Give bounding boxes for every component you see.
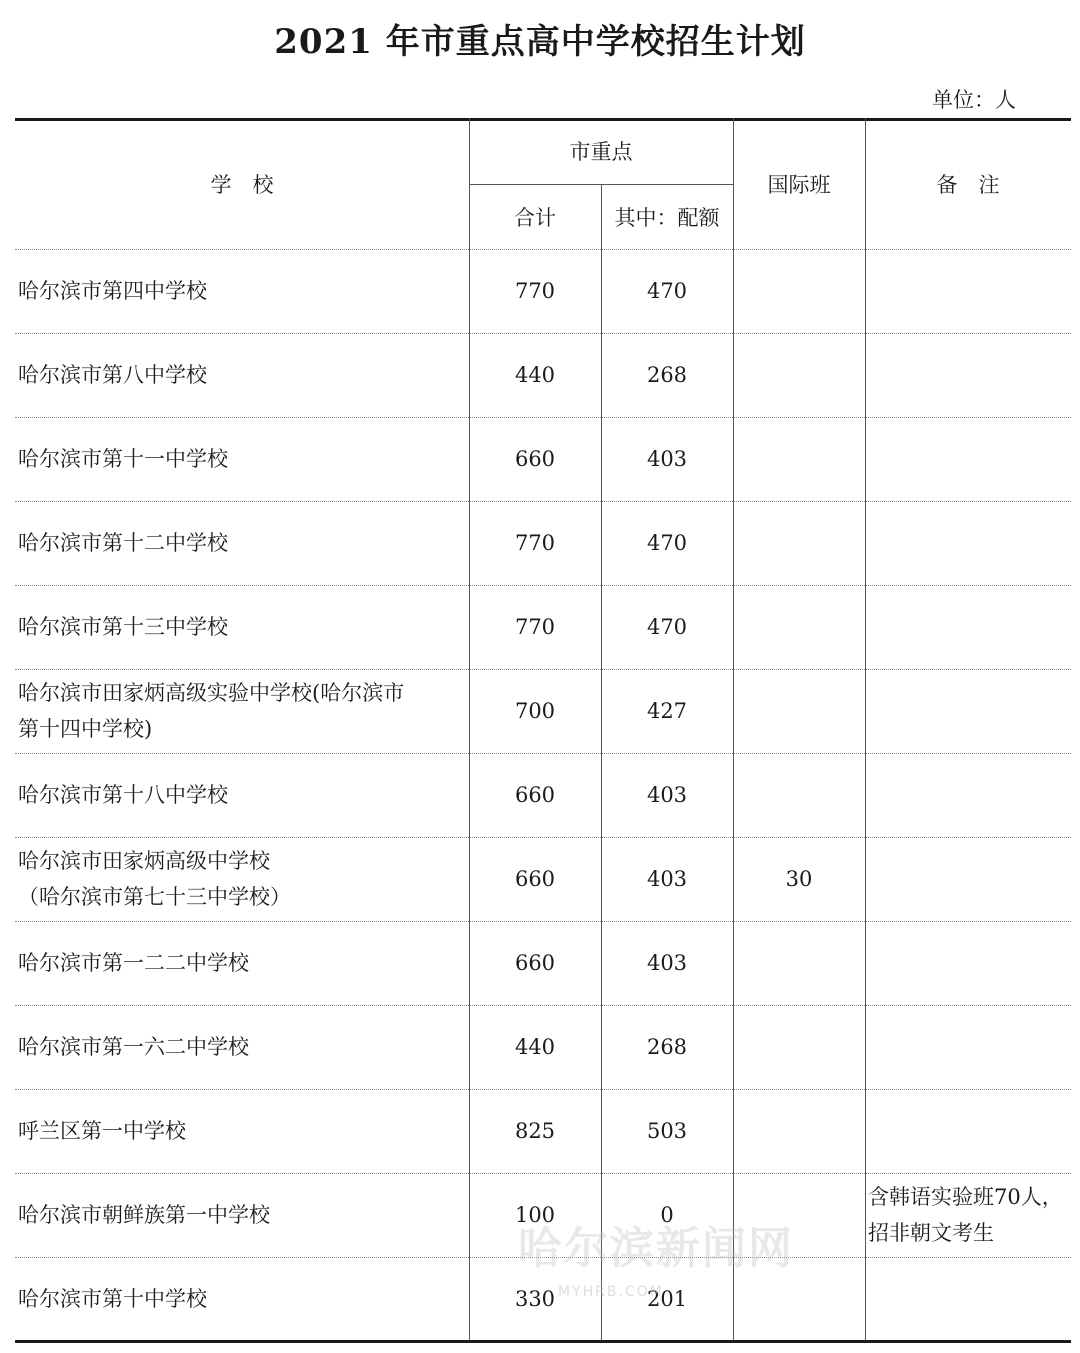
intl-cell (733, 921, 865, 1005)
intl-cell (733, 501, 865, 585)
table-bottom-rule (15, 1340, 1071, 1343)
note-cell (865, 1257, 1071, 1341)
quota-cell: 201 (646, 1287, 688, 1311)
intl-cell: 30 (785, 867, 813, 891)
total-cell: 440 (514, 1035, 556, 1059)
note-cell (865, 249, 1071, 333)
intl-cell (733, 1005, 865, 1089)
intl-cell (733, 249, 865, 333)
quota-cell: 403 (646, 447, 688, 471)
quota-cell: 470 (646, 279, 688, 303)
intl-cell (733, 669, 865, 753)
quota-cell: 427 (646, 699, 688, 723)
header-school: 学 校 (210, 172, 274, 197)
total-cell: 100 (514, 1203, 556, 1227)
intl-cell (733, 753, 865, 837)
note-cell (865, 837, 1071, 921)
note-cell: 含韩语实验班70人， 招非朝文考生 (868, 1185, 1063, 1245)
intl-cell (733, 1089, 865, 1173)
header-note: 备 注 (936, 172, 1000, 197)
page-title: 2021 年市重点高中学校招生计划 (274, 22, 806, 62)
note-cell (865, 753, 1071, 837)
school-name-cell: 哈尔滨市第十二中学校 (18, 531, 228, 555)
school-name-cell: 哈尔滨市第八中学校 (18, 363, 207, 387)
school-name-cell: 哈尔滨市第一六二中学校 (18, 1035, 249, 1059)
total-cell: 825 (514, 1119, 556, 1143)
quota-cell: 268 (646, 363, 688, 387)
school-name-cell: 哈尔滨市第十一中学校 (18, 447, 228, 471)
total-cell: 770 (514, 531, 556, 555)
note-cell (865, 921, 1071, 1005)
quota-cell: 503 (646, 1119, 688, 1143)
total-cell: 660 (514, 447, 556, 471)
total-cell: 770 (514, 279, 556, 303)
total-cell: 440 (514, 363, 556, 387)
note-cell (865, 1005, 1071, 1089)
note-cell (865, 1089, 1071, 1173)
school-name-cell: 哈尔滨市第十三中学校 (18, 615, 228, 639)
total-cell: 660 (514, 867, 556, 891)
quota-cell: 268 (646, 1035, 688, 1059)
school-name-cell: 哈尔滨市朝鲜族第一中学校 (18, 1203, 270, 1227)
intl-cell (733, 585, 865, 669)
intl-cell (733, 333, 865, 417)
quota-cell: 403 (646, 783, 688, 807)
note-cell (865, 417, 1071, 501)
school-name-cell: 哈尔滨市田家炳高级实验中学校(哈尔滨市 第十四中学校) (18, 681, 405, 741)
unit-label: 单位：人 (932, 88, 1016, 112)
enrollment-table (15, 118, 1071, 1343)
intl-cell (733, 417, 865, 501)
total-cell: 660 (514, 783, 556, 807)
school-name-cell: 哈尔滨市第十八中学校 (18, 783, 228, 807)
quota-cell: 470 (646, 615, 688, 639)
header-key-school: 市重点 (569, 140, 633, 164)
header-quota: 其中：配额 (614, 205, 720, 230)
school-name-cell: 哈尔滨市第一二二中学校 (18, 951, 249, 975)
quota-cell: 0 (660, 1203, 674, 1227)
watermark-logo: 哈尔滨新闻网 (518, 1223, 794, 1274)
note-cell (865, 585, 1071, 669)
school-name-cell: 哈尔滨市第四中学校 (18, 279, 207, 303)
quota-cell: 470 (646, 531, 688, 555)
header-total: 合计 (514, 205, 556, 230)
school-name-cell: 哈尔滨市田家炳高级中学校 （哈尔滨市第七十三中学校） (18, 849, 291, 909)
header-intl: 国际班 (767, 172, 831, 197)
total-cell: 770 (514, 615, 556, 639)
note-cell (865, 333, 1071, 417)
school-name-cell: 哈尔滨市第十中学校 (18, 1287, 207, 1311)
quota-cell: 403 (646, 867, 688, 891)
quota-cell: 403 (646, 951, 688, 975)
note-cell (865, 501, 1071, 585)
total-cell: 660 (514, 951, 556, 975)
note-cell (865, 669, 1071, 753)
watermark-url: MYHRB.COM (558, 1284, 664, 1300)
total-cell: 700 (514, 699, 556, 723)
total-cell: 330 (514, 1287, 556, 1311)
school-name-cell: 呼兰区第一中学校 (18, 1119, 186, 1143)
